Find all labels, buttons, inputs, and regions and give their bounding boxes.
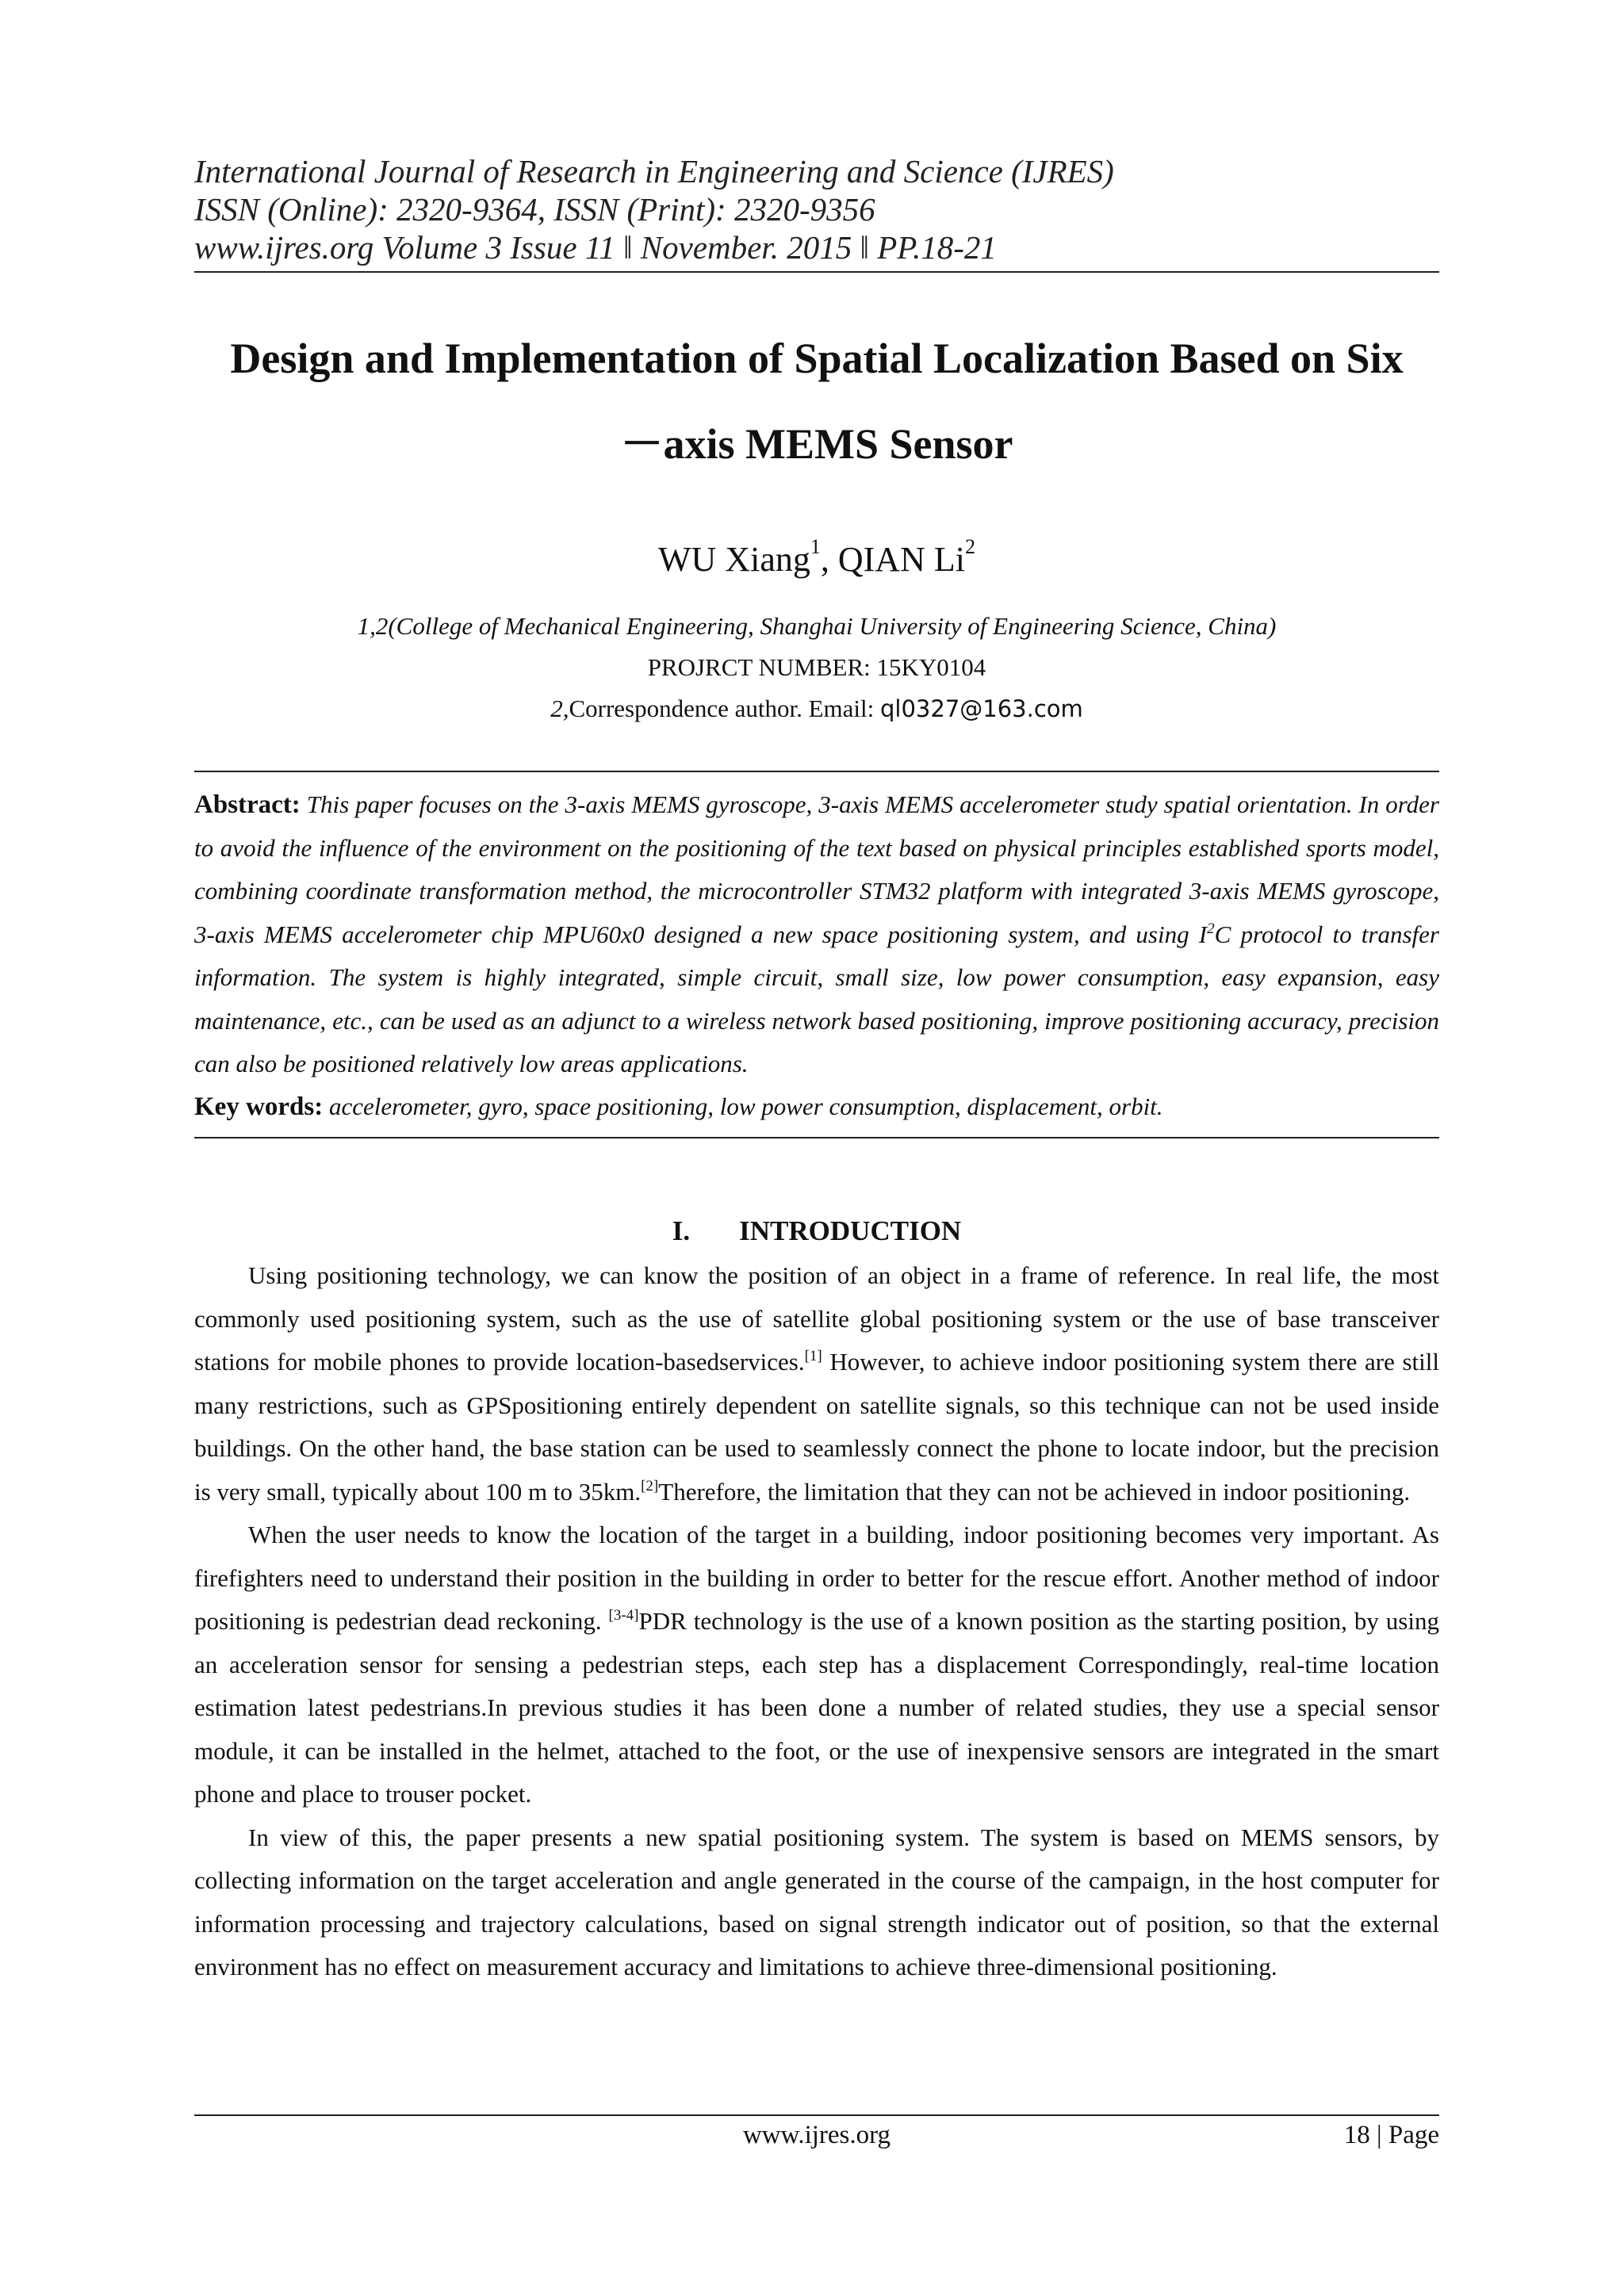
paragraph: In view of this, the paper presents a new spatial positioning system. The system is based on MEMS sensors, by collecting information on the target acceleration and angle generated in the course of the campaign, in the host computer for information processing and trajectory calculations, based on signal strength indicator out of position, so that the external environment has no effect on measurement accuracy and limitations to achieve three-dimensional positioning. — [194, 1823, 1439, 1980]
section-heading — [194, 1211, 1439, 1251]
abstract-text — [194, 790, 1439, 1077]
journal-issn: ISSN (Online): 2320-9364, ISSN (Print): 2320-9356 — [194, 191, 875, 228]
paragraph-text: PDR technology is the use of a known position as the starting position, by using an acceleration sensor for sensing a pedestrian steps, each step has a displacement Correspondingly, real-time location estimation latest pedestrians.In previous studies it has been done a number of related studies, they use a special sensor module, it can be installed in the helmet, attached to the foot, or the use of inexpensive sensors are integrated in the smart phone and place to trouser pocket. — [194, 1607, 1439, 1808]
author-name: QIAN Li — [837, 540, 965, 579]
citation-ref[interactable]: [3-4] — [608, 1607, 639, 1624]
introduction-body — [194, 1254, 1439, 1989]
paragraph — [194, 1254, 1439, 1513]
keywords — [194, 1086, 1439, 1127]
correspondence-marker: 2, — [550, 695, 569, 722]
paper-title-line-1: Design and Implementation of Spatial Localization Based on Six — [230, 335, 1404, 382]
section-number: I. — [672, 1215, 691, 1246]
correspondence-line — [194, 688, 1439, 729]
correspondence-text: Correspondence author. Email: — [569, 695, 881, 722]
footer-website[interactable]: www.ijres.org — [742, 2121, 891, 2149]
author-list — [194, 536, 1439, 584]
abstract-label: Abstract: — [194, 790, 301, 819]
email-address[interactable]: ql0327@163.com — [880, 695, 1083, 722]
paper-title — [194, 316, 1439, 487]
paragraph-text: However, to achieve indoor positioning system there are still many restrictions, such as GPSpositioning entirely dependent on satellite signals, so this technique can not be used inside buildings. On the other hand, the base station can be used to seamlessly connect the phone to locate indoor, but the precision is very small, typically about 100 m to 35km. — [194, 1348, 1439, 1506]
abstract-superscript: 2 — [1207, 920, 1215, 937]
paper-title-line-2: －axis MEMS Sensor — [620, 420, 1013, 468]
affiliation-block — [194, 606, 1439, 729]
affiliation-line: 1,2(College of Mechanical Engineering, Shanghai University of Engineering Science, China) — [357, 612, 1277, 640]
page-footer — [194, 2114, 1439, 2167]
paragraph — [194, 1513, 1439, 1816]
author-separator: , — [820, 540, 838, 579]
abstract-text-part: This paper focuses on the 3-axis MEMS gyroscope, 3-axis MEMS accelerometer study spatial orientation. In order to avoid the influence of the environment on the positioning of the text based on physical principles established sports model, combining coordinate transformation method, the microcontroller STM32 platform with integrated 3-axis MEMS gyroscope, 3-axis MEMS accelerometer chip MPU60x0 designed a new space positioning system, and using I — [194, 790, 1440, 948]
abstract-text-part: C protocol to transfer information. The system is highly integrated, simple circuit, small size, low power consumption, easy expansion, easy maintenance, etc., can be used as an adjunct to a wireless network based positioning, improve positioning accuracy, precision can also be positioned relatively low areas applications. — [194, 920, 1439, 1077]
author-affiliation-marker: 1 — [810, 535, 821, 558]
abstract — [194, 783, 1439, 1086]
journal-name: International Journal of Research in Engineering and Science (IJRES) — [194, 153, 1114, 189]
project-number: PROJRCT NUMBER: 15KY0104 — [647, 653, 986, 681]
paragraph-text: Using positioning technology, we can know the position of an object in a frame of reference. In real life, the most commonly used positioning system, such as the use of satellite global positioning system or the use of base transceiver stations for mobile phones to provide location-basedservices. — [194, 1261, 1439, 1376]
journal-header — [194, 152, 1439, 273]
author-name: WU Xiang — [658, 540, 810, 579]
paragraph-text: Therefore, the limitation that they can not be achieved in indoor positioning. — [658, 1477, 1411, 1506]
paragraph-text: When the user needs to know the location of the target in a building, indoor positioning becomes very important. As firefighters need to understand their position in the building in order to better for the rescue effort. Another method of indoor positioning is pedestrian dead reckoning. — [194, 1521, 1439, 1635]
citation-ref[interactable]: [2] — [641, 1477, 659, 1494]
page-number: 18 | Page — [1343, 2121, 1439, 2149]
keywords-text: accelerometer, gyro, space positioning, low power consumption, displacement, orbit. — [328, 1092, 1163, 1120]
section-title: INTRODUCTION — [739, 1215, 962, 1246]
journal-volume-info: www.ijres.org Volume 3 Issue 11 ǁ November. 2015 ǁ PP.18-21 — [194, 229, 997, 266]
abstract-block — [194, 771, 1439, 1138]
author-affiliation-marker: 2 — [964, 535, 975, 558]
citation-ref[interactable]: [1] — [804, 1348, 822, 1364]
keywords-label: Key words: — [194, 1092, 324, 1121]
